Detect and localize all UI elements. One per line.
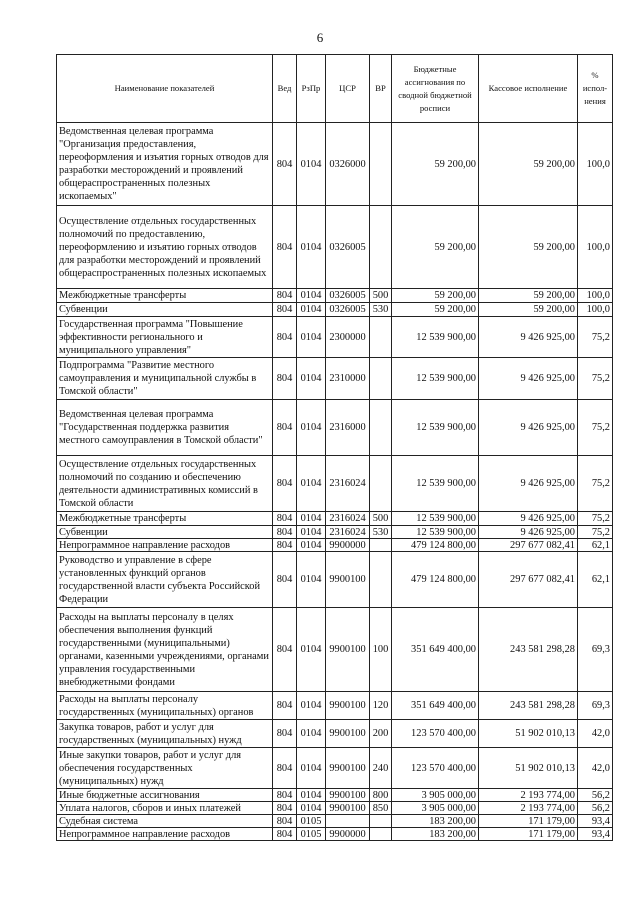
row-vr: [370, 552, 392, 608]
table-row: [57, 206, 613, 289]
table-row: [57, 789, 613, 802]
table-body: [57, 123, 613, 841]
row-name: Субвенции: [57, 526, 273, 539]
row-name: Закупка товаров, работ и услуг для государственных (муниципальных) нужд: [57, 720, 273, 748]
row-csr: 0326005: [326, 289, 370, 303]
row-csr: 0326005: [326, 206, 370, 289]
row-assignment: 59 200,00: [392, 303, 479, 317]
row-assignment: 59 200,00: [392, 289, 479, 303]
row-csr: 2310000: [326, 358, 370, 400]
row-name: Непрограммное направление расходов: [57, 539, 273, 552]
header-percent: % испол-нения: [578, 55, 613, 123]
row-name: Подпрограмма "Развитие местного самоуправления и муниципальной службы в Томской области": [57, 358, 273, 400]
table-row: [57, 802, 613, 815]
row-cash-execution: 2 193 774,00: [479, 802, 578, 815]
row-ved: 804: [273, 828, 297, 841]
row-assignment: 183 200,00: [392, 815, 479, 828]
row-vr: [370, 123, 392, 206]
row-name: Расходы на выплаты персоналу государственных (муниципальных) органов: [57, 692, 273, 720]
row-assignment: 479 124 800,00: [392, 552, 479, 608]
row-cash-execution: 9 426 925,00: [479, 512, 578, 526]
row-percent: 100,0: [578, 289, 613, 303]
row-vr: 200: [370, 720, 392, 748]
row-rzpr: 0104: [297, 512, 326, 526]
row-name: Непрограммное направление расходов: [57, 828, 273, 841]
table-row: [57, 400, 613, 456]
row-csr: 2300000: [326, 317, 370, 358]
table-row: [57, 815, 613, 828]
row-name: Осуществление отдельных государственных полномочий по предоставлению, переоформлению и изъятию горных отводов для разработки месторождений и проявлений общераспространенных полезных ископаемых: [57, 206, 273, 289]
row-cash-execution: 297 677 082,41: [479, 552, 578, 608]
row-name: Государственная программа "Повышение эффективности регионального и муниципального управления": [57, 317, 273, 358]
row-assignment: 123 570 400,00: [392, 748, 479, 789]
row-ved: 804: [273, 456, 297, 512]
table-row: [57, 692, 613, 720]
row-rzpr: 0104: [297, 539, 326, 552]
row-rzpr: 0104: [297, 400, 326, 456]
row-cash-execution: 171 179,00: [479, 828, 578, 841]
row-name: Руководство и управление в сфере установленных функций органов государственной власти субъекта Российской Федерации: [57, 552, 273, 608]
row-name: Расходы на выплаты персоналу в целях обеспечения выполнения функций государственными (муниципальными) органами, казенными учреждениями, органами управления государственными внебюджетными фондами: [57, 608, 273, 692]
row-cash-execution: 51 902 010,13: [479, 720, 578, 748]
row-assignment: 351 649 400,00: [392, 608, 479, 692]
row-name: Субвенции: [57, 303, 273, 317]
table-row: [57, 720, 613, 748]
header-assignments: Бюджетные ассигнования по сводной бюджетной росписи: [392, 55, 479, 123]
row-cash-execution: 59 200,00: [479, 289, 578, 303]
row-ved: 804: [273, 512, 297, 526]
row-csr: 9900100: [326, 748, 370, 789]
header-vr: ВР: [370, 55, 392, 123]
row-vr: 120: [370, 692, 392, 720]
row-name: Осуществление отдельных государственных полномочий по созданию и обеспечению деятельности административных комиссий в Томской области: [57, 456, 273, 512]
row-assignment: 59 200,00: [392, 123, 479, 206]
row-vr: [370, 317, 392, 358]
row-name: Ведомственная целевая программа "Организация предоставления, переоформления и изъятия горных отводов для разработки месторождений и проявлений общераспространенных полезных ископаемых": [57, 123, 273, 206]
row-cash-execution: 297 677 082,41: [479, 539, 578, 552]
row-cash-execution: 243 581 298,28: [479, 692, 578, 720]
row-ved: 804: [273, 692, 297, 720]
row-assignment: 12 539 900,00: [392, 526, 479, 539]
table-row: [57, 608, 613, 692]
row-csr: 0326000: [326, 123, 370, 206]
header-cash-execution: Кассовое исполнение: [479, 55, 578, 123]
row-ved: 804: [273, 526, 297, 539]
row-percent: 62,1: [578, 539, 613, 552]
row-percent: 93,4: [578, 828, 613, 841]
row-cash-execution: 51 902 010,13: [479, 748, 578, 789]
row-vr: [370, 358, 392, 400]
row-percent: 75,2: [578, 317, 613, 358]
row-rzpr: 0104: [297, 123, 326, 206]
table-row: [57, 526, 613, 539]
row-rzpr: 0104: [297, 206, 326, 289]
row-ved: 804: [273, 206, 297, 289]
table-row: [57, 317, 613, 358]
table-row: [57, 123, 613, 206]
row-assignment: 12 539 900,00: [392, 456, 479, 512]
row-percent: 69,3: [578, 608, 613, 692]
row-ved: 804: [273, 539, 297, 552]
row-ved: 804: [273, 303, 297, 317]
row-vr: [370, 400, 392, 456]
row-ved: 804: [273, 802, 297, 815]
row-vr: 500: [370, 289, 392, 303]
row-vr: [370, 539, 392, 552]
row-csr: 9900100: [326, 720, 370, 748]
row-csr: 9900100: [326, 552, 370, 608]
table-row: [57, 748, 613, 789]
row-ved: 804: [273, 400, 297, 456]
row-rzpr: 0104: [297, 789, 326, 802]
row-assignment: 12 539 900,00: [392, 317, 479, 358]
row-csr: 0326005: [326, 303, 370, 317]
row-ved: 804: [273, 289, 297, 303]
table-row: [57, 512, 613, 526]
header-ved: Вед: [273, 55, 297, 123]
row-rzpr: 0104: [297, 720, 326, 748]
row-percent: 75,2: [578, 512, 613, 526]
table-row: [57, 828, 613, 841]
row-rzpr: 0104: [297, 317, 326, 358]
table-header: [57, 55, 613, 123]
row-assignment: 3 905 000,00: [392, 789, 479, 802]
row-cash-execution: 9 426 925,00: [479, 400, 578, 456]
header-csr: ЦСР: [326, 55, 370, 123]
table-row: [57, 539, 613, 552]
row-percent: 75,2: [578, 456, 613, 512]
row-ved: 804: [273, 720, 297, 748]
row-csr: 9900100: [326, 802, 370, 815]
row-cash-execution: 9 426 925,00: [479, 526, 578, 539]
row-vr: [370, 828, 392, 841]
table-row: [57, 358, 613, 400]
row-rzpr: 0104: [297, 802, 326, 815]
row-cash-execution: 9 426 925,00: [479, 456, 578, 512]
row-ved: 804: [273, 317, 297, 358]
row-csr: 2316000: [326, 400, 370, 456]
row-assignment: 12 539 900,00: [392, 512, 479, 526]
row-vr: 800: [370, 789, 392, 802]
row-csr: 9900100: [326, 789, 370, 802]
row-vr: [370, 456, 392, 512]
row-cash-execution: 9 426 925,00: [479, 317, 578, 358]
table-row: [57, 303, 613, 317]
row-name: Ведомственная целевая программа "Государственная поддержка развития местного самоуправления в Томской области": [57, 400, 273, 456]
row-vr: 100: [370, 608, 392, 692]
row-rzpr: 0104: [297, 608, 326, 692]
table-row: [57, 552, 613, 608]
row-ved: 804: [273, 789, 297, 802]
row-percent: 75,2: [578, 526, 613, 539]
row-name: Межбюджетные трансферты: [57, 289, 273, 303]
row-ved: 804: [273, 748, 297, 789]
row-cash-execution: 171 179,00: [479, 815, 578, 828]
row-cash-execution: 59 200,00: [479, 303, 578, 317]
row-percent: 100,0: [578, 206, 613, 289]
row-ved: 804: [273, 608, 297, 692]
row-assignment: 479 124 800,00: [392, 539, 479, 552]
row-rzpr: 0104: [297, 692, 326, 720]
row-rzpr: 0105: [297, 828, 326, 841]
row-rzpr: 0104: [297, 303, 326, 317]
row-name: Уплата налогов, сборов и иных платежей: [57, 802, 273, 815]
row-percent: 93,4: [578, 815, 613, 828]
row-percent: 100,0: [578, 303, 613, 317]
row-percent: 100,0: [578, 123, 613, 206]
row-rzpr: 0104: [297, 358, 326, 400]
budget-table: [56, 54, 613, 841]
row-rzpr: 0104: [297, 526, 326, 539]
row-name: Иные закупки товаров, работ и услуг для обеспечения государственных (муниципальных) нужд: [57, 748, 273, 789]
row-csr: 2316024: [326, 456, 370, 512]
row-vr: 530: [370, 303, 392, 317]
row-vr: 240: [370, 748, 392, 789]
row-name: Межбюджетные трансферты: [57, 512, 273, 526]
row-rzpr: 0104: [297, 552, 326, 608]
row-csr: 2316024: [326, 526, 370, 539]
row-assignment: 183 200,00: [392, 828, 479, 841]
row-rzpr: 0104: [297, 456, 326, 512]
row-assignment: 123 570 400,00: [392, 720, 479, 748]
row-percent: 42,0: [578, 720, 613, 748]
row-assignment: 3 905 000,00: [392, 802, 479, 815]
row-vr: 500: [370, 512, 392, 526]
row-csr: 2316024: [326, 512, 370, 526]
row-cash-execution: 59 200,00: [479, 123, 578, 206]
row-percent: 75,2: [578, 358, 613, 400]
row-ved: 804: [273, 123, 297, 206]
row-csr: 9900100: [326, 692, 370, 720]
row-vr: 530: [370, 526, 392, 539]
row-rzpr: 0104: [297, 289, 326, 303]
table-row: [57, 289, 613, 303]
row-cash-execution: 59 200,00: [479, 206, 578, 289]
row-csr: 9900000: [326, 539, 370, 552]
row-vr: [370, 206, 392, 289]
row-ved: 804: [273, 552, 297, 608]
row-percent: 42,0: [578, 748, 613, 789]
page-number: 6: [316, 30, 324, 45]
row-ved: 804: [273, 358, 297, 400]
row-csr: [326, 815, 370, 828]
row-percent: 56,2: [578, 789, 613, 802]
row-percent: 56,2: [578, 802, 613, 815]
row-name: Судебная система: [57, 815, 273, 828]
row-assignment: 59 200,00: [392, 206, 479, 289]
row-vr: 850: [370, 802, 392, 815]
header-rzpr: РзПр: [297, 55, 326, 123]
row-vr: [370, 815, 392, 828]
table-row: [57, 456, 613, 512]
row-csr: 9900000: [326, 828, 370, 841]
row-assignment: 12 539 900,00: [392, 400, 479, 456]
header-name: Наименование показателей: [57, 55, 273, 123]
row-rzpr: 0104: [297, 748, 326, 789]
row-assignment: 351 649 400,00: [392, 692, 479, 720]
row-csr: 9900100: [326, 608, 370, 692]
row-percent: 62,1: [578, 552, 613, 608]
row-rzpr: 0105: [297, 815, 326, 828]
row-cash-execution: 9 426 925,00: [479, 358, 578, 400]
row-assignment: 12 539 900,00: [392, 358, 479, 400]
row-name: Иные бюджетные ассигнования: [57, 789, 273, 802]
row-cash-execution: 243 581 298,28: [479, 608, 578, 692]
row-percent: 75,2: [578, 400, 613, 456]
row-ved: 804: [273, 815, 297, 828]
row-percent: 69,3: [578, 692, 613, 720]
row-cash-execution: 2 193 774,00: [479, 789, 578, 802]
